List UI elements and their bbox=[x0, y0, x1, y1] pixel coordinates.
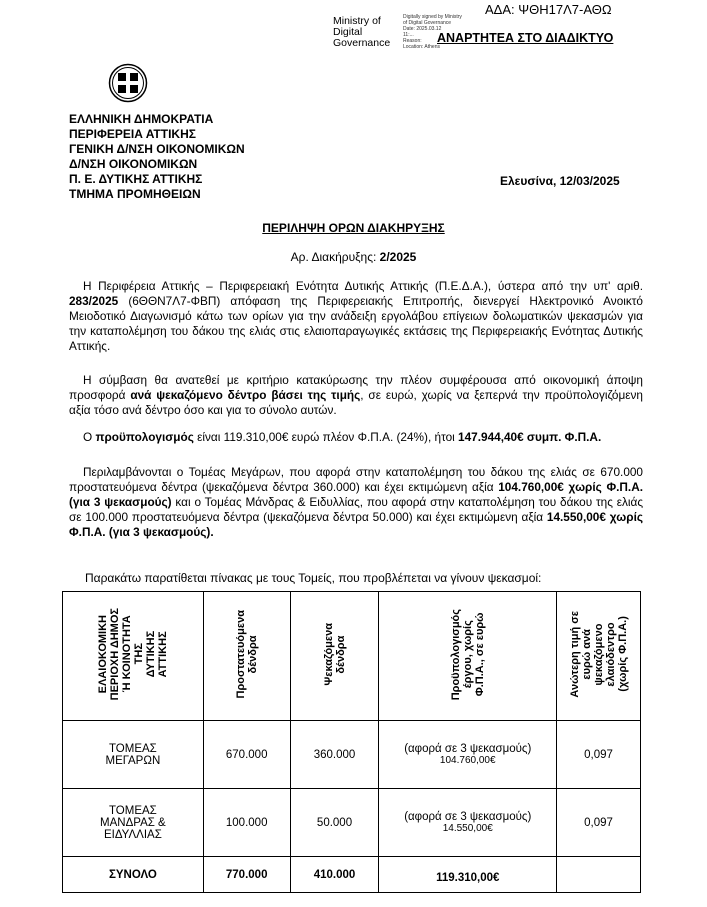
header-line: ψεκαζόμενο bbox=[592, 623, 605, 686]
table-row bbox=[63, 721, 641, 789]
paragraph-text: είναι 119.310,00€ ευρώ πλέον Φ.Π.Α. (24%), ήτοι bbox=[193, 430, 459, 444]
budget-note: (αφορά σε 3 ψεκασμούς) bbox=[404, 743, 532, 755]
paragraph-award-criteria bbox=[69, 373, 643, 418]
paragraph-sectors bbox=[69, 465, 643, 540]
header-line: ΑΤΤΙΚΗΣ bbox=[156, 631, 169, 678]
authority-line: Π. Ε. ΔΥΤΙΚΗΣ ΑΤΤΙΚΗΣ bbox=[69, 172, 203, 186]
paragraph-text: , σε ευρώ, χωρίς να ξεπερνά την προϋπολογιζόμενη αξία τόσο ανά δέντρο όσο και για το σύνολο αυτών. bbox=[69, 388, 643, 417]
budget-value: 104.760,00€ bbox=[439, 755, 496, 766]
header-sprayed-trees bbox=[290, 592, 379, 721]
authority-line: ΠΕΡΙΦΕΡΕΙΑ ΑΤΤΙΚΗΣ bbox=[69, 127, 196, 141]
signature-ministry-line: Digital bbox=[333, 26, 363, 38]
header-line: Ψεκαζόμενα bbox=[322, 623, 335, 686]
cell-sprayed: 50.000 bbox=[290, 789, 379, 857]
header-line: ευρώ ανά bbox=[580, 629, 593, 680]
paragraph-bold-text: προϋπολογισμός bbox=[95, 430, 194, 444]
signature-detail-line: Date: 2025.03.12 bbox=[403, 26, 442, 32]
declaration-number bbox=[0, 250, 707, 264]
area-line: ΤΟΜΕΑΣ bbox=[108, 742, 157, 755]
total-budget: 119.310,00€ bbox=[379, 857, 557, 893]
cell-budget bbox=[379, 721, 557, 789]
place-date: Ελευσίνα, 12/03/2025 bbox=[500, 174, 620, 188]
area-line: ΕΙΔΥΛΛΙΑΣ bbox=[103, 828, 162, 841]
paragraph-text: και ο Τομέας Μάνδρας & Ειδυλλίας, που αφορά στην καταπολέμηση του δάκου της ελιάς σε 100.000 προστατευόμενα δέντρα (ψεκαζόμενα δέντρα 50.000) και έχει εκτιμώμενη αξία bbox=[69, 495, 644, 524]
header-line: Ανώτερη τιμή σε bbox=[568, 611, 581, 698]
cell-max-price: 0,097 bbox=[557, 721, 641, 789]
table-header-row bbox=[63, 592, 641, 721]
declaration-label: Αρ. Διακήρυξης: bbox=[290, 250, 380, 264]
header-line: έργου, χωρίς bbox=[461, 620, 474, 689]
area-line: ΤΟΜΕΑΣ bbox=[108, 804, 157, 817]
paragraph-budget bbox=[69, 430, 643, 445]
total-protected: 770.000 bbox=[203, 857, 290, 893]
header-line: ΔΥΤΙΚΗΣ bbox=[144, 631, 157, 678]
total-sprayed: 410.000 bbox=[290, 857, 379, 893]
paragraph-text: Ο bbox=[83, 430, 96, 444]
decision-number: 283/2025 bbox=[69, 294, 119, 308]
signature-detail-line: 11:... bbox=[403, 32, 414, 38]
cell-max-price: 0,097 bbox=[557, 789, 641, 857]
header-line: δένδρα bbox=[246, 635, 259, 674]
table-row bbox=[63, 789, 641, 857]
total-label: ΣΥΝΟΛΟ bbox=[63, 857, 204, 893]
header-line: Προϋπολογισμός bbox=[449, 608, 462, 701]
area-line: ΜΕΓΑΡΩΝ bbox=[105, 754, 161, 767]
signature-detail-line: Location: Athens bbox=[403, 44, 440, 50]
cell-area bbox=[63, 721, 204, 789]
signature-detail-line: of Digital Governance bbox=[403, 20, 452, 26]
cell-area bbox=[63, 789, 204, 857]
signature-detail-line: Reason: bbox=[403, 38, 422, 44]
cell-protected: 100.000 bbox=[203, 789, 290, 857]
header-line: δένδρα bbox=[334, 635, 347, 674]
budget-note: (αφορά σε 3 ψεκασμούς) bbox=[404, 811, 532, 823]
paragraph-bold-text: 14.550,00€ χωρίς Φ.Π.Α. (για 3 ψεκασμούς). bbox=[69, 510, 643, 539]
paragraph-text: (6ΘΘΝ7Λ7-ΦΒΠ) απόφαση της Περιφερειακής Επιτροπής, διενεργεί Ηλεκτρονικό Ανοικτό Μειοδοτικό Διαγωνισμό κάτω των ορίων για την ανάδειξη εργολάβου επίγειων δολωματικών ψεκασμών για την καταπολέμηση του δάκου της ελιάς στις ελαιοπαραγωγικές εκτάσεις της Περιφερειακής Ενότητας Δυτικής Αττικής. bbox=[69, 294, 643, 353]
document-title: ΠΕΡΙΛΗΨΗ ΟΡΩΝ ΔΙΑΚΗΡΥΞΗΣ bbox=[262, 221, 445, 235]
cell-protected: 670.000 bbox=[203, 721, 290, 789]
total-max-price bbox=[557, 857, 641, 893]
signature-detail-line: Digitally signed by Ministry bbox=[403, 14, 462, 20]
header-line: ΤΗΣ bbox=[132, 643, 145, 666]
header-line: Ή ΚΟΙΝΟΤΗΤΑ bbox=[120, 615, 133, 694]
authority-block bbox=[69, 112, 245, 202]
cell-sprayed: 360.000 bbox=[290, 721, 379, 789]
header-line: Προστατευόμενα bbox=[234, 610, 247, 699]
greek-emblem-icon bbox=[108, 63, 148, 103]
budget-value: 14.550,00€ bbox=[442, 823, 493, 834]
declaration-value: 2/2025 bbox=[379, 250, 417, 264]
paragraph-bold-text: 104.760,00€ χωρίς Φ.Π.Α. (για 3 ψεκασμούς) bbox=[69, 480, 643, 509]
authority-line: ΓΕΝΙΚΗ Δ/ΝΣΗ ΟΙΚΟΝΟΜΙΚΩΝ bbox=[69, 142, 245, 156]
header-protected-trees bbox=[203, 592, 290, 721]
table-intro: Παρακάτω παρατίθεται πίνακας με τους Τομείς, που προβλέπεται να γίνουν ψεκασμοί: bbox=[85, 571, 542, 585]
signature-ministry-line: Ministry of bbox=[333, 15, 381, 27]
budget-total-with-vat: 147.944,40€ συμπ. Φ.Π.Α. bbox=[458, 430, 602, 444]
table-total-row bbox=[63, 857, 641, 893]
posting-label: ΑΝΑΡΤΗΤΕΑ ΣΤΟ ΔΙΑΔΙΚΤΥΟ bbox=[437, 31, 614, 45]
cell-budget bbox=[379, 789, 557, 857]
authority-line: ΤΜΗΜΑ ΠΡΟΜΗΘΕΙΩΝ bbox=[69, 187, 201, 201]
signature-ministry bbox=[333, 16, 390, 49]
paragraph-text: Η Περιφέρεια Αττικής – Περιφερειακή Ενότητα Δυτικής Αττικής (Π.Ε.Δ.Α.), ύστερα από την υπ' αριθ. bbox=[83, 279, 643, 293]
paragraph-intro bbox=[69, 279, 643, 354]
header-line: (χωρίς Φ.Π.Α.) bbox=[616, 616, 629, 693]
ada-code: ΑΔΑ: ΨΘΗ17Λ7-ΑΘΩ bbox=[485, 2, 612, 17]
authority-line: ΕΛΛΗΝΙΚΗ ΔΗΜΟΚΡΑΤΙΑ bbox=[69, 112, 214, 126]
paragraph-bold-text: ανά ψεκαζόμενο δέντρο βάσει της τιμής bbox=[130, 388, 361, 402]
area-line: ΜΑΝΔΡΑΣ & bbox=[100, 816, 166, 829]
header-line: ΕΛΑΙΟΚΟΜΙΚΗ bbox=[96, 615, 109, 694]
header-area bbox=[63, 592, 204, 721]
paragraph-text: Η σύμβαση θα ανατεθεί με κριτήριο κατακύρωσης την πλέον συμφέρουσα από οικονομική άποψη προσφορά bbox=[69, 373, 643, 402]
paragraph-text: Περιλαμβάνονται ο Τομέας Μεγάρων, που αφορά στην καταπολέμηση του δάκου της ελιάς σε 670.000 προστατευόμενα δέντρα (ψεκαζόμενα δέντρα 360.000) και έχει εκτιμώμενη αξία bbox=[69, 465, 643, 494]
header-line: ΠΕΡΙΟΧΗ ΔΗΜΟΣ bbox=[108, 608, 121, 701]
header-budget bbox=[379, 592, 557, 721]
sectors-table bbox=[62, 591, 641, 893]
signature-ministry-line: Governance bbox=[333, 37, 391, 49]
header-line: ελαιόδεντρο bbox=[604, 622, 617, 687]
header-max-price bbox=[557, 592, 641, 721]
header-line: Φ.Π.Α., σε ευρώ bbox=[473, 612, 486, 697]
authority-line: Δ/ΝΣΗ ΟΙΚΟΝΟΜΙΚΩΝ bbox=[69, 157, 198, 171]
